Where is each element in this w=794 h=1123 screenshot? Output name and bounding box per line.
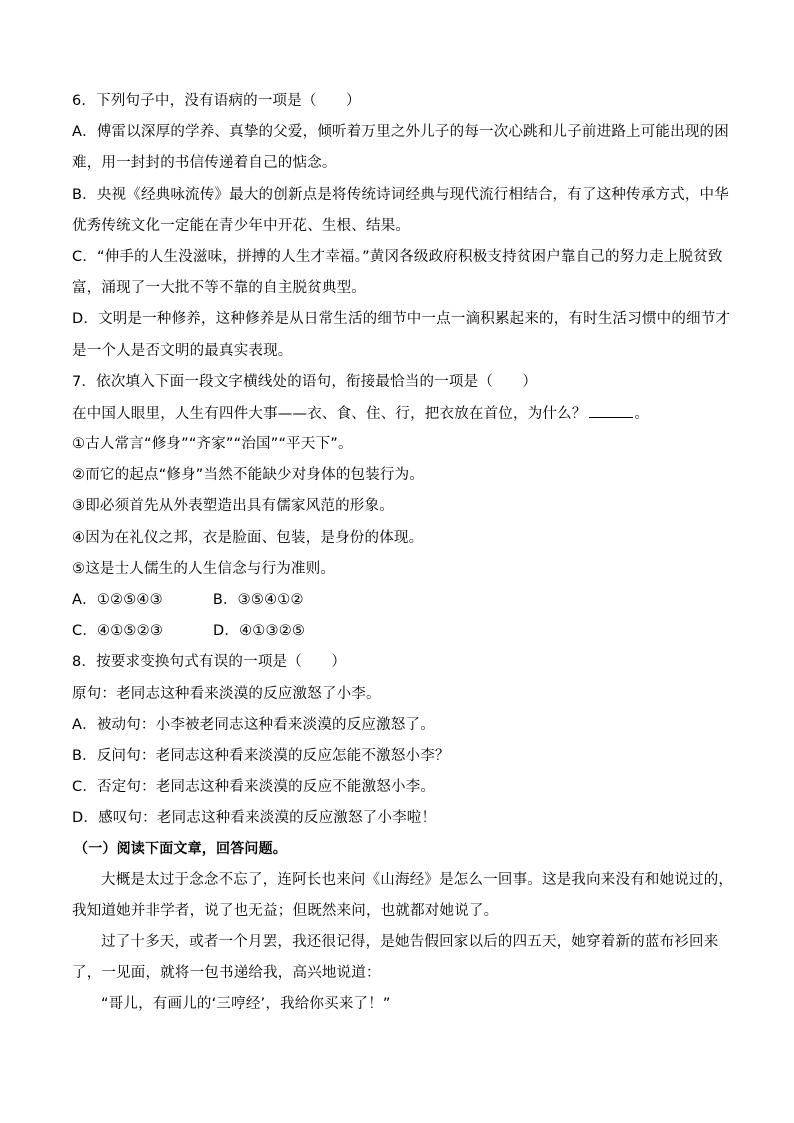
- document-content: [72, 91, 732, 1026]
- question-6-option-c-line-1: C．“伸手的人生没滋味，拼搏的人生才幸福。”黄冈各级政府积极支持贫困户靠自己的努力走上脱贫致: [72, 248, 723, 265]
- question-6-option-d-line-1: D．文明是一种修养，这种修养是从日常生活的细节中一点一滴积累起来的，有时生活习惯中的细节才: [72, 311, 731, 328]
- question-6-option-b-line-2: 优秀传统文化一定能在青少年中开花、生根、结果。: [72, 217, 411, 234]
- question-8-option-a: A．被动句：小李被老同志这种看来淡漠的反应激怒了。: [72, 716, 435, 733]
- question-7-options-row-2: [72, 621, 732, 641]
- question-7-sentence-1: ①古人常言“修身”“齐家”“治国”“平天下”。: [72, 436, 353, 453]
- question-7-option-a: A．①②⑤④③: [72, 592, 163, 608]
- question-6-stem: 6．下列句子中，没有语病的一项是（ ）: [72, 93, 361, 109]
- reading-paragraph-2-line-2: 了，一见面，就将一包书递给我，高兴地说道：: [72, 965, 381, 982]
- question-8-option-d: D．感叹句：老同志这种看来淡漠的反应激怒了小李啦！: [72, 810, 437, 827]
- question-7-stem: 7．依次填入下面一段文字横线处的语句，衔接最恰当的一项是（ ）: [72, 373, 538, 390]
- question-6-option-a-line-2: 难，用一封封的书信传递着自己的惦念。: [72, 155, 337, 172]
- question-6-option-c-line-2: 富，涌现了一大批不等不靠的自主脱贫典型。: [72, 280, 366, 297]
- fill-in-blank: [589, 403, 633, 418]
- reading-paragraph-1-line-2: 我知道她并非学者，说了也无益；但既然来问，也就都对她说了。: [72, 902, 499, 919]
- question-7-passage-text: 在中国人眼里，人生有四件大事——衣、食、住、行，把衣放在首位，为什么？: [72, 405, 587, 422]
- question-7-sentence-2: ②而它的起点“修身”当然不能缺少对身体的包装行为。: [72, 467, 425, 484]
- question-7-option-c: C．④①⑤②③: [72, 623, 164, 640]
- question-7-passage-end: 。: [634, 405, 650, 422]
- reading-paragraph-2-line-1: 过了十多天，或者一个月罢，我还很记得，是她告假回家以后的四五天，她穿着新的蓝布衫回来: [101, 934, 719, 951]
- question-8-option-b: B．反问句：老同志这种看来淡漠的反应怎能不激怒小李？: [72, 747, 450, 764]
- reading-paragraph-3: “哥儿，有画儿的‘三哼经’，我给你买来了！”: [101, 996, 391, 1013]
- reading-section-heading: （一）阅读下面文章，回答问题。: [74, 840, 287, 857]
- question-7-option-b: B．③⑤④①②: [212, 592, 304, 608]
- question-7-passage: [72, 403, 732, 423]
- question-8-original-sentence: 原句：老同志这种看来淡漠的反应激怒了小李。: [72, 685, 381, 702]
- question-8-option-c: C．否定句：老同志这种看来淡漠的反应不能激怒小李。: [72, 779, 436, 796]
- question-6-option-a-line-1: A．傅雷以深厚的学养、真挚的父爱，倾听着万里之外儿子的每一次心跳和儿子前进路上可能出现的困: [72, 124, 729, 141]
- question-8-stem: 8．按要求变换句式有误的一项是（ ）: [72, 654, 347, 671]
- question-7-sentence-4: ④因为在礼仪之邦，衣是脸面、包装，是身份的体现。: [72, 529, 424, 546]
- question-7-options-row-1: [72, 590, 732, 610]
- question-6-option-d-line-2: 是一个人是否文明的最真实表现。: [72, 342, 293, 359]
- question-7-option-d: D．④①③②⑤: [213, 623, 306, 640]
- question-6-option-b-line-1: B．央视《经典咏流传》最大的创新点是将传统诗词经典与现代流行相结合，有了这种传承方式，中华: [72, 186, 729, 203]
- reading-paragraph-1-line-1: 大概是太过于念念不忘了，连阿长也来问《山海经》是怎么一回事。这是我向来没有和她说过的，: [101, 871, 734, 888]
- question-7-sentence-3: ③即必须首先从外表塑造出具有儒家风范的形象。: [72, 498, 394, 515]
- question-7-sentence-5: ⑤这是士人儒生的人生信念与行为准则。: [72, 560, 336, 577]
